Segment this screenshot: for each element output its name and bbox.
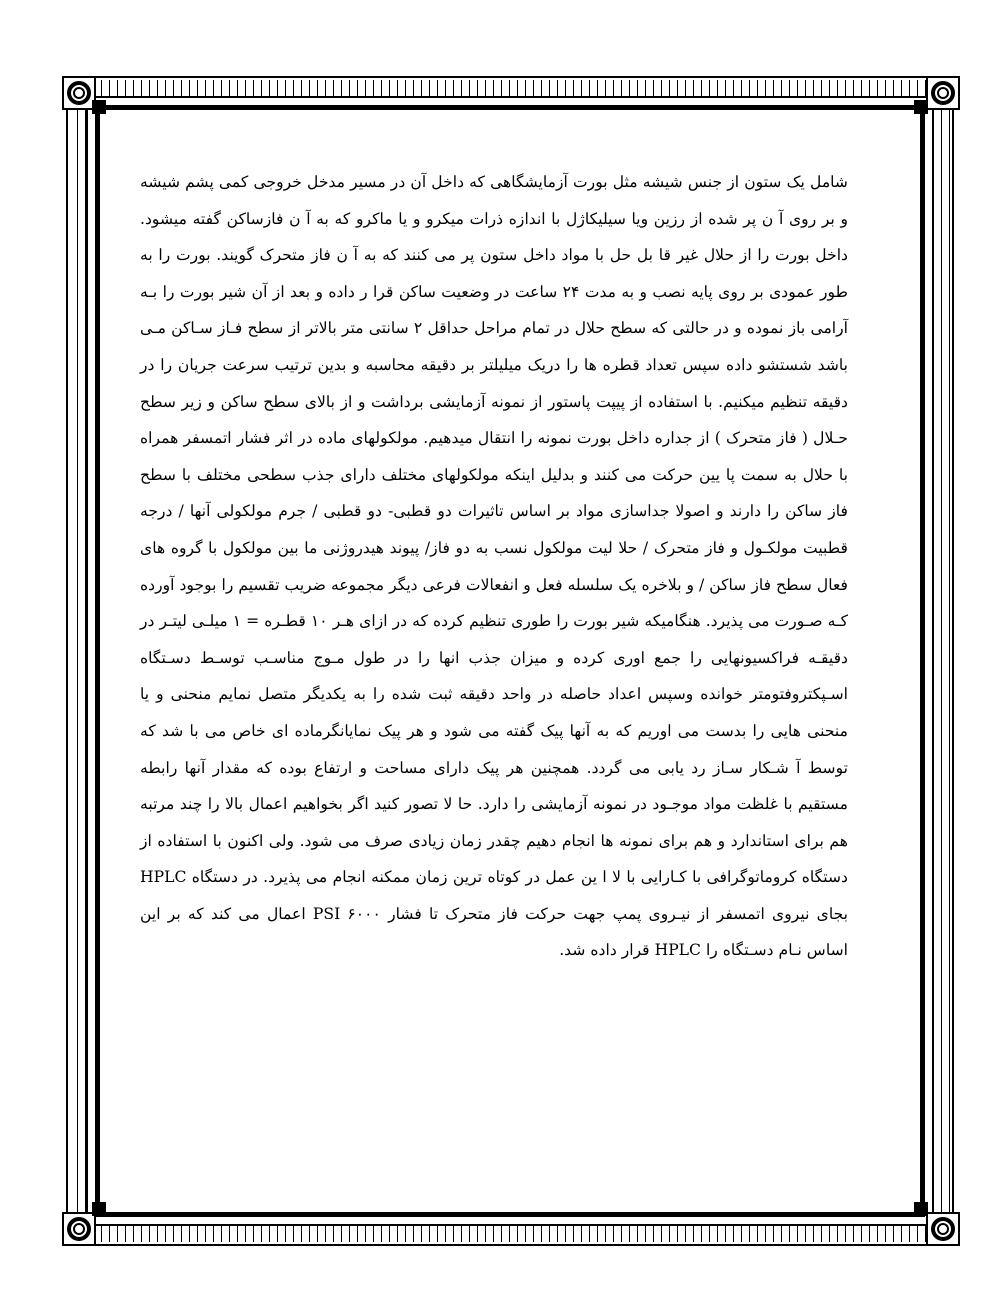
corner-step-top-left — [92, 100, 106, 114]
corner-ornament-bottom-left — [62, 1212, 96, 1246]
corner-step-bottom-left — [92, 1202, 106, 1216]
body-paragraph: شامل یک ستون از جنس شیشه مثل بورت آزمایشگاهی که داخل آن در مسیر مدخل خروجی کمی پشم شیشه و بر روی آ ن پر شده از رزین ویا سیلیکاژل با اندازه ذرات میکرو و یا ماکرو که به آ ن فازساکن گفته میشود. داخل بورت را از حلال غیر قا بل حل با مواد داخل ستون پر می کنند که به آ ن فاز متحرک گویند. بورت را به طور عمودی بر روی پایه نصب و به مدت ۲۴ ساعت در وضعیت ساکن قرا ر داده و بعد از آن شیر بورت را بـه آرامی باز نموده و در حالتی که سطح حلال در تمام مراحل حداقل ۲ سانتی متر بالاتر از سطح فـاز سـاکن مـی باشد شستشو داده سپس تعداد قطره ها را دریک میلیلتر بر دقیقه محاسبه و بدین ترتیب سرعت جریان را در دقیقه تنظیم میکنیم. با استفاده از پیپت پاستور از نمونه آزمایشی برداشت و از بالای سطح ساکن و زیر سطح حـلال ( فاز متحرک ) از جداره داخل بورت نمونه را انتقال میدهیم. مولکولهای ماده در اثر فشار اتمسفر همراه با حلال به سمت پا یین حرکت می کنند و بدلیل اینکه مولکولهای مختلف دارای جذب سطحی مختلف با سطح فاز ساکن را دارند و اصولا جداسازی مواد بر اساس تاثیرات دو قطبی- دو قطبی / جرم مولکولی آنها / درجه قطبیت مولکـول و فاز متحرک / حلا لیت مولکول نسب به دو فاز/ پیوند هیدروژنی ما بین مولکول با گروه های فعال سطح فاز ساکن / و بلاخره یک سلسله فعل و انفعالات فرعی دیگر مجموعه ضریب تقسیم را بوجود آورده کـه صـورت می پذیرد. هنگامیکه شیر بورت را طوری تنظیم کرده که در ازای هـر ۱۰ قطـره = ۱ میلـی لیتـر در دقیقـه فراکسیونهایی را جمع اوری کرده و میزان جذب انها را در طول مـوج مناسـب توسـط دسـتگاه اسـپکتروفتومتر خوانده وسپس اعداد حاصله در واحد دقیقه ثبت شده را به یکدیگر متصل نمایم منحنی و یا منحنی هایی را بدست می اوریم که به آنها پیک گفته می شود و هر پیک نمایانگرماده ای خاص می با شد که توسط آ شـکار سـاز رد یابی می گردد. همچنین هر پیک دارای مساحت و ارتفاع بوده که مقدار آنها رابطه مستقیم با غلظت مواد موجـود در نمونه آزمایشی را دارد. حا لا تصور کنید اگر بخواهیم اعمال بالا را چند مرتبه هم برای استاندارد و هم برای نمونه ها انجام دهیم چقدر زمان زیادی صرف می شود. ولی اکنون با استفاده از دستگاه کروماتوگرافی با کـارایی با لا ا ین عمل در کوتاه ترین زمان ممکنه انجام می پذیرد. در دستگاه HPLC بجای نیروی اتمسفر از نیـروی پمپ جهت حرکت فاز متحرک تا فشار PSI ۶۰۰۰ اعمال می کند که بر این اساس نـام دسـتگاه را HPLC قرار داده شد. — [140, 173, 848, 960]
corner-ornament-top-left — [62, 76, 96, 110]
corner-ornament-top-right — [926, 76, 960, 110]
corner-ornament-bottom-right — [926, 1212, 960, 1246]
document-body — [140, 164, 848, 969]
corner-step-top-right — [914, 100, 928, 114]
corner-step-bottom-right — [914, 1202, 928, 1216]
